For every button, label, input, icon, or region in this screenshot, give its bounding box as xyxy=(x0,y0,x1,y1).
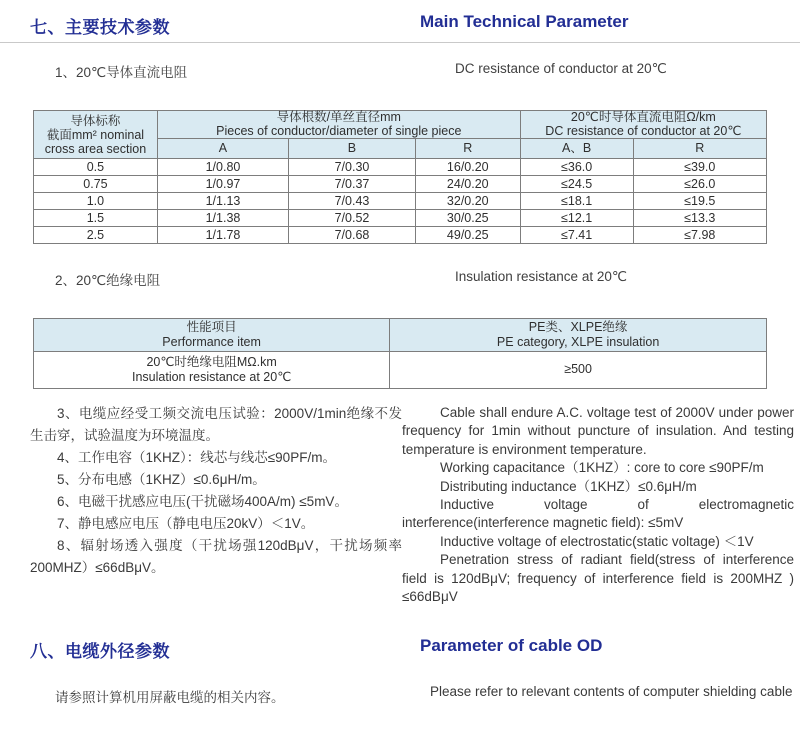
header-line: 导体标称 xyxy=(70,113,121,128)
table-row xyxy=(34,176,767,193)
note-en: Inductive voltage of electromagnetic interference(interference magnetic field): ≤5mV xyxy=(402,497,794,531)
note-en: Distributing inductance（1KHZ）≤0.6μH/m xyxy=(440,478,697,494)
header-line: 导体根数/单丝直径mm xyxy=(276,110,401,124)
table-header-row xyxy=(34,319,767,352)
table-cell: ≤7.98 xyxy=(633,227,766,244)
table-cell: 30/0.25 xyxy=(415,210,520,227)
table-row xyxy=(34,210,767,227)
header-cell-pe-xlpe xyxy=(390,319,767,352)
subheader-cell: B xyxy=(289,139,416,159)
table-cell: 7/0.43 xyxy=(289,193,416,210)
od-note-cn: 请参照计算机用屏蔽电缆的相关内容。 xyxy=(55,690,285,705)
header-line: 截面mm² nominal xyxy=(46,127,145,142)
table-cell: 0.5 xyxy=(34,159,158,176)
table-cell: ≤7.41 xyxy=(520,227,633,244)
note-en: Penetration stress of radiant field(stress of interference field is 120dBμV; frequency of interference field is 200MHZ ) ≤66dBμV xyxy=(402,552,794,605)
item1-label-cn: 1、20℃导体直流电阻 xyxy=(55,65,188,80)
heading-divider xyxy=(0,42,800,43)
od-note-en: Please refer to relevant contents of computer shielding cable xyxy=(430,684,793,699)
section8-heading-cn: 八、电缆外径参数 xyxy=(30,642,170,661)
note-en: Working capacitance（1KHZ）: core to core ≤90PF/m xyxy=(440,460,764,476)
insulation-resistance-table xyxy=(33,318,767,389)
header-line: Pieces of conductor/diameter of single piece xyxy=(216,123,462,138)
table-row xyxy=(34,227,767,244)
table-cell: 1/1.13 xyxy=(157,193,288,210)
table-cell: 1/0.97 xyxy=(157,176,288,193)
table-cell: 32/0.20 xyxy=(415,193,520,210)
table-cell: 1.0 xyxy=(34,193,158,210)
note-cn: 3、电缆应经受工频交流电压试验：2000V/1min绝缘不发生击穿，试验温度为环境温度。 xyxy=(30,406,402,443)
table-cell: 49/0.25 xyxy=(415,227,520,244)
table-cell: 16/0.20 xyxy=(415,159,520,176)
note-cn: 6、电磁干扰感应电压(干扰磁场400A/m) ≤5mV。 xyxy=(57,494,348,509)
note-cn: 5、分布电感（1KHZ）≤0.6μH/m。 xyxy=(57,472,266,487)
table-cell: 7/0.68 xyxy=(289,227,416,244)
header-line: DC resistance of conductor at 20℃ xyxy=(545,123,742,138)
table-cell: 1.5 xyxy=(34,210,158,227)
table-cell: ≤19.5 xyxy=(633,193,766,210)
table-cell: ≤13.3 xyxy=(633,210,766,227)
table-cell: 0.75 xyxy=(34,176,158,193)
header-cell-performance-item xyxy=(34,319,390,352)
item1-label-en: DC resistance of conductor at 20℃ xyxy=(455,61,667,76)
note-cn: 8、辐射场透入强度（干扰场强120dBμV，干扰场频率200MHZ）≤66dBμV。 xyxy=(30,538,402,575)
header-line: PE category, XLPE insulation xyxy=(496,335,660,349)
header-cell-pieces-diameter xyxy=(157,111,520,139)
header-line: cross area section xyxy=(44,141,147,156)
table-cell xyxy=(34,352,390,389)
table-cell: 7/0.30 xyxy=(289,159,416,176)
cell-line: 20℃时绝缘电阻MΩ.km xyxy=(146,354,277,369)
header-line: Performance item xyxy=(162,335,261,349)
table-cell: 1/1.38 xyxy=(157,210,288,227)
table-row xyxy=(34,159,767,176)
notes-column-cn xyxy=(30,403,402,579)
section8-heading-en: Parameter of cable OD xyxy=(420,636,603,655)
item2-label-cn: 2、20℃绝缘电阻 xyxy=(55,273,161,288)
note-cn: 4、工作电容（1KHZ）：线芯与线芯≤90PF/m。 xyxy=(57,450,336,465)
table-row xyxy=(34,352,767,389)
cell-line: Insulation resistance at 20℃ xyxy=(131,370,292,384)
table-cell: 7/0.37 xyxy=(289,176,416,193)
note-cn: 7、静电感应电压（静电电压20kV）＜1V。 xyxy=(57,516,315,531)
section7-heading-cn: 七、主要技术参数 xyxy=(30,18,170,37)
subheader-cell: A、B xyxy=(520,139,633,159)
table-cell: ≤18.1 xyxy=(520,193,633,210)
table-cell: 24/0.20 xyxy=(415,176,520,193)
table-row xyxy=(34,193,767,210)
table-cell: ≤12.1 xyxy=(520,210,633,227)
table-cell: ≤36.0 xyxy=(520,159,633,176)
header-line: 20℃时导体直流电阻Ω/km xyxy=(570,110,716,124)
table-cell: ≤39.0 xyxy=(633,159,766,176)
subheader-cell: A xyxy=(157,139,288,159)
table-cell: 1/1.78 xyxy=(157,227,288,244)
header-line: PE类、XLPE绝缘 xyxy=(528,319,628,334)
header-line: 性能项目 xyxy=(186,319,237,334)
item2-label-en: Insulation resistance at 20℃ xyxy=(455,269,628,284)
table-header-row xyxy=(34,111,767,139)
note-en: Inductive voltage of electrostatic(static voltage) ＜1V xyxy=(440,533,754,549)
table-cell: 1/0.80 xyxy=(157,159,288,176)
table-cell: 2.5 xyxy=(34,227,158,244)
subheader-cell: R xyxy=(633,139,766,159)
table-cell: 7/0.52 xyxy=(289,210,416,227)
dc-resistance-table xyxy=(33,110,767,244)
section7-heading-en: Main Technical Parameter xyxy=(420,12,629,31)
table-cell: ≤24.5 xyxy=(520,176,633,193)
table-cell: ≤26.0 xyxy=(633,176,766,193)
header-cell-cross-section xyxy=(34,111,158,159)
table-cell: ≥500 xyxy=(390,352,767,389)
note-en: Cable shall endure A.C. voltage test of 2000V under power frequency for 1min without puncture of insulation. And testing temperature is environment temperature. xyxy=(402,405,794,457)
header-cell-dc-resistance xyxy=(520,111,766,139)
notes-column-en xyxy=(402,404,794,606)
subheader-cell: R xyxy=(415,139,520,159)
